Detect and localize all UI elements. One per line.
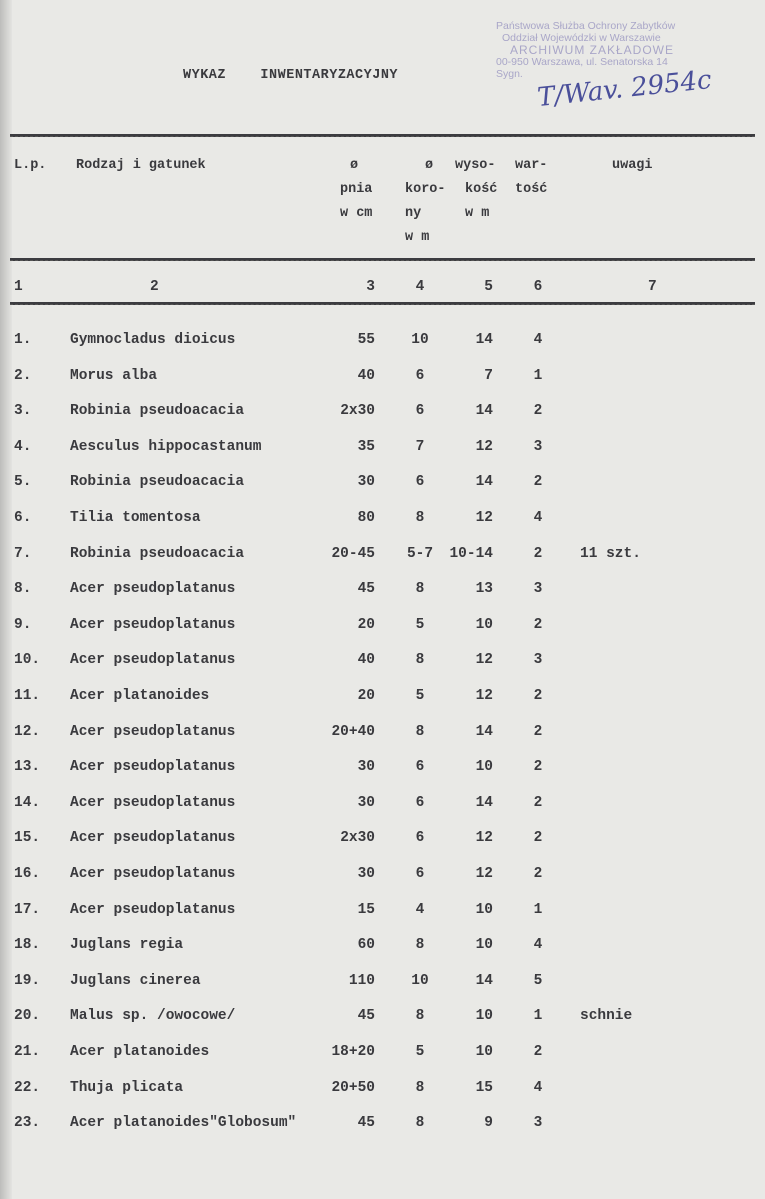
column-number: 6: [533, 279, 543, 295]
crown-diameter: 6: [415, 866, 425, 882]
crown-diameter: 5: [415, 688, 425, 704]
trunk-diameter: 15: [357, 901, 375, 918]
species-name: Acer platanoides: [70, 688, 210, 704]
crown-diameter: 10: [411, 332, 429, 348]
crown-diameter: 8: [415, 723, 425, 740]
height: 14: [475, 332, 493, 348]
species-name: Acer pseudoplatanus: [70, 652, 236, 669]
row-number: 13.: [14, 759, 41, 776]
header-diameter-crown: koro-: [405, 182, 446, 197]
value-rating: 5: [533, 972, 543, 989]
height: 7: [484, 367, 493, 384]
table-row: [0, 1008, 765, 1028]
value-rating: 2: [533, 866, 543, 882]
column-number: 4: [415, 279, 425, 295]
crown-diameter: 5: [415, 1044, 425, 1060]
height: 14: [475, 972, 493, 989]
value-rating: 1: [533, 1008, 543, 1025]
crown-diameter: 8: [415, 510, 425, 526]
header-diameter-crown: ø: [425, 158, 434, 173]
table-row: [0, 759, 765, 779]
height: 10: [475, 759, 493, 776]
trunk-diameter: 55: [357, 332, 375, 348]
trunk-diameter: 60: [357, 937, 375, 954]
value-rating: 3: [533, 581, 543, 598]
crown-diameter: 6: [415, 830, 425, 847]
table-row: [0, 866, 765, 886]
column-number: 2: [150, 279, 159, 295]
row-number: 8.: [14, 581, 32, 598]
row-number: 20.: [14, 1008, 41, 1025]
header-diameter-crown: w m: [405, 230, 430, 245]
crown-diameter: 8: [415, 581, 425, 598]
species-name: Acer platanoides: [70, 1044, 210, 1060]
row-number: 12.: [14, 723, 41, 740]
height: 12: [475, 510, 493, 526]
row-number: 5.: [14, 474, 32, 491]
value-rating: 4: [533, 937, 543, 954]
trunk-diameter: 30: [357, 759, 375, 776]
stamp-line: Sygn.: [496, 68, 523, 80]
row-number: 17.: [14, 901, 41, 918]
species-name: Acer platanoides"Globosum": [70, 1115, 297, 1132]
table-row: [0, 510, 765, 530]
trunk-diameter: 20: [357, 616, 375, 633]
row-number: 15.: [14, 830, 41, 847]
crown-diameter: 8: [415, 937, 425, 954]
trunk-diameter: 45: [357, 1008, 375, 1025]
crown-diameter: 6: [415, 403, 425, 420]
trunk-diameter: 40: [357, 652, 375, 669]
stamp-line: Oddział Wojewódzki w Warszawie: [502, 32, 661, 44]
header-height: wyso-: [455, 158, 496, 173]
species-name: Tilia tomentosa: [70, 510, 201, 526]
height: 14: [475, 794, 493, 811]
species-name: Juglans cinerea: [70, 972, 201, 989]
table-row: [0, 652, 765, 672]
species-name: Acer pseudoplatanus: [70, 794, 236, 811]
value-rating: 2: [533, 474, 543, 491]
header-value: war-: [515, 158, 548, 173]
value-rating: 4: [533, 510, 543, 526]
value-rating: 2: [533, 545, 543, 562]
column-numbers: [0, 279, 765, 299]
species-name: Malus sp. /owocowe/: [70, 1008, 236, 1025]
trunk-diameter: 30: [357, 474, 375, 491]
header-diameter-trunk: w cm: [340, 206, 373, 221]
value-rating: 2: [533, 794, 543, 811]
value-rating: 1: [533, 367, 543, 384]
row-number: 16.: [14, 866, 41, 882]
species-name: Acer pseudoplatanus: [70, 866, 236, 882]
height: 12: [475, 438, 493, 455]
header-value: tość: [515, 182, 548, 197]
table-row: [0, 439, 765, 459]
height: 10: [475, 1044, 493, 1060]
trunk-diameter: 30: [357, 866, 375, 882]
row-number: 9.: [14, 616, 32, 633]
species-name: Robinia pseudoacacia: [70, 474, 245, 491]
value-rating: 4: [533, 1079, 543, 1096]
trunk-diameter: 2x30: [340, 830, 375, 847]
table-row: [0, 581, 765, 601]
value-rating: 3: [533, 438, 543, 455]
trunk-diameter: 30: [357, 794, 375, 811]
height: 14: [475, 723, 493, 740]
header-height: kość: [465, 182, 498, 197]
value-rating: 2: [533, 403, 543, 420]
crown-diameter: 6: [415, 367, 425, 384]
trunk-diameter: 2x30: [340, 403, 375, 420]
row-number: 7.: [14, 545, 32, 562]
table-row: [0, 902, 765, 922]
height: 12: [475, 688, 493, 704]
value-rating: 3: [533, 1115, 543, 1132]
height: 13: [475, 581, 493, 598]
header-diameter-trunk: ø: [350, 158, 359, 173]
row-number: 22.: [14, 1079, 41, 1096]
table-row: [0, 937, 765, 957]
row-number: 1.: [14, 332, 32, 348]
height: 10: [475, 937, 493, 954]
species-name: Acer pseudoplatanus: [70, 759, 236, 776]
species-name: Aesculus hippocastanum: [70, 438, 262, 455]
species-name: Thuja plicata: [70, 1079, 184, 1096]
divider: [10, 302, 755, 305]
species-name: Acer pseudoplatanus: [70, 830, 236, 847]
column-number: 5: [484, 279, 493, 295]
table-row: [0, 368, 765, 388]
stamp-line: Państwowa Służba Ochrony Zabytków: [496, 20, 676, 32]
row-number: 18.: [14, 937, 41, 954]
table-row: [0, 1044, 765, 1064]
species-name: Gymnocladus dioicus: [70, 332, 236, 348]
crown-diameter: 6: [415, 759, 425, 776]
species-name: Acer pseudoplatanus: [70, 581, 236, 598]
remarks: schnie: [580, 1008, 633, 1025]
table-row: [0, 724, 765, 744]
value-rating: 2: [533, 723, 543, 740]
crown-diameter: 5-7: [406, 545, 434, 562]
height: 15: [475, 1079, 493, 1096]
table-row: [0, 546, 765, 566]
height: 10: [475, 901, 493, 918]
height: 10: [475, 1008, 493, 1025]
stamp-line: 00-950 Warszawa, ul. Senatorska 14: [496, 56, 668, 68]
header-diameter-trunk: pnia: [340, 182, 373, 197]
value-rating: 2: [533, 830, 543, 847]
header-lp: L.p.: [14, 158, 47, 173]
table-row: [0, 403, 765, 423]
handwritten-signature: T/Wav. 2954c: [535, 64, 714, 114]
row-number: 23.: [14, 1115, 41, 1132]
divider: [10, 258, 755, 261]
table-row: [0, 973, 765, 993]
value-rating: 3: [533, 652, 543, 669]
trunk-diameter: 45: [357, 581, 375, 598]
header-remarks: uwagi: [612, 158, 653, 173]
height: 14: [475, 403, 493, 420]
trunk-diameter: 45: [357, 1115, 375, 1132]
height: 12: [475, 830, 493, 847]
height: 12: [475, 866, 493, 882]
trunk-diameter: 20: [357, 688, 375, 704]
value-rating: 2: [533, 688, 543, 704]
height: 9: [484, 1115, 493, 1132]
row-number: 11.: [14, 688, 41, 704]
species-name: Robinia pseudoacacia: [70, 545, 245, 562]
row-number: 4.: [14, 438, 32, 455]
trunk-diameter: 18+20: [331, 1044, 375, 1060]
header-name: Rodzaj i gatunek: [76, 158, 206, 173]
header-height: w m: [465, 206, 490, 221]
value-rating: 4: [533, 332, 543, 348]
species-name: Robinia pseudoacacia: [70, 403, 245, 420]
crown-diameter: 8: [415, 1079, 425, 1096]
species-name: Acer pseudoplatanus: [70, 901, 236, 918]
trunk-diameter: 20-45: [331, 545, 375, 562]
row-number: 19.: [14, 972, 41, 989]
trunk-diameter: 20+40: [331, 723, 375, 740]
column-number: 1: [14, 279, 23, 295]
value-rating: 2: [533, 1044, 543, 1060]
table-row: [0, 474, 765, 494]
crown-diameter: 4: [415, 901, 425, 918]
crown-diameter: 8: [415, 1115, 425, 1132]
header-diameter-crown: ny: [405, 206, 422, 221]
table-row: [0, 1115, 765, 1135]
trunk-diameter: 110: [348, 972, 375, 989]
row-number: 2.: [14, 367, 32, 384]
value-rating: 1: [533, 901, 543, 918]
row-number: 10.: [14, 652, 41, 669]
table-row: [0, 795, 765, 815]
table-row: [0, 617, 765, 637]
value-rating: 2: [533, 759, 543, 776]
row-number: 3.: [14, 403, 32, 420]
height: 14: [475, 474, 493, 491]
species-name: Acer pseudoplatanus: [70, 723, 236, 740]
height: 12: [475, 652, 493, 669]
height: 10: [475, 616, 493, 633]
trunk-diameter: 20+50: [331, 1079, 375, 1096]
table-row: [0, 332, 765, 352]
crown-diameter: 6: [415, 474, 425, 491]
value-rating: 2: [533, 616, 543, 633]
crown-diameter: 6: [415, 794, 425, 811]
document-title: WYKAZ INWENTARYZACYJNY: [183, 68, 399, 83]
stamp-line: ARCHIWUM ZAKŁADOWE: [510, 43, 675, 57]
height: 10-14: [449, 545, 493, 562]
table-row: [0, 830, 765, 850]
crown-diameter: 7: [415, 438, 425, 455]
species-name: Juglans regia: [70, 937, 184, 954]
trunk-diameter: 80: [357, 510, 375, 526]
trunk-diameter: 35: [357, 438, 375, 455]
trunk-diameter: 40: [357, 367, 375, 384]
row-number: 21.: [14, 1044, 41, 1060]
column-number: 3: [366, 279, 375, 295]
remarks: 11 szt.: [580, 545, 641, 562]
crown-diameter: 5: [415, 616, 425, 633]
crown-diameter: 10: [411, 972, 429, 989]
row-number: 14.: [14, 794, 41, 811]
divider: [10, 134, 755, 137]
species-name: Acer pseudoplatanus: [70, 616, 236, 633]
row-number: 6.: [14, 510, 32, 526]
column-number: 7: [648, 279, 657, 295]
table-row: [0, 1080, 765, 1100]
crown-diameter: 8: [415, 1008, 425, 1025]
species-name: Morus alba: [70, 367, 158, 384]
crown-diameter: 8: [415, 652, 425, 669]
table-row: [0, 688, 765, 708]
